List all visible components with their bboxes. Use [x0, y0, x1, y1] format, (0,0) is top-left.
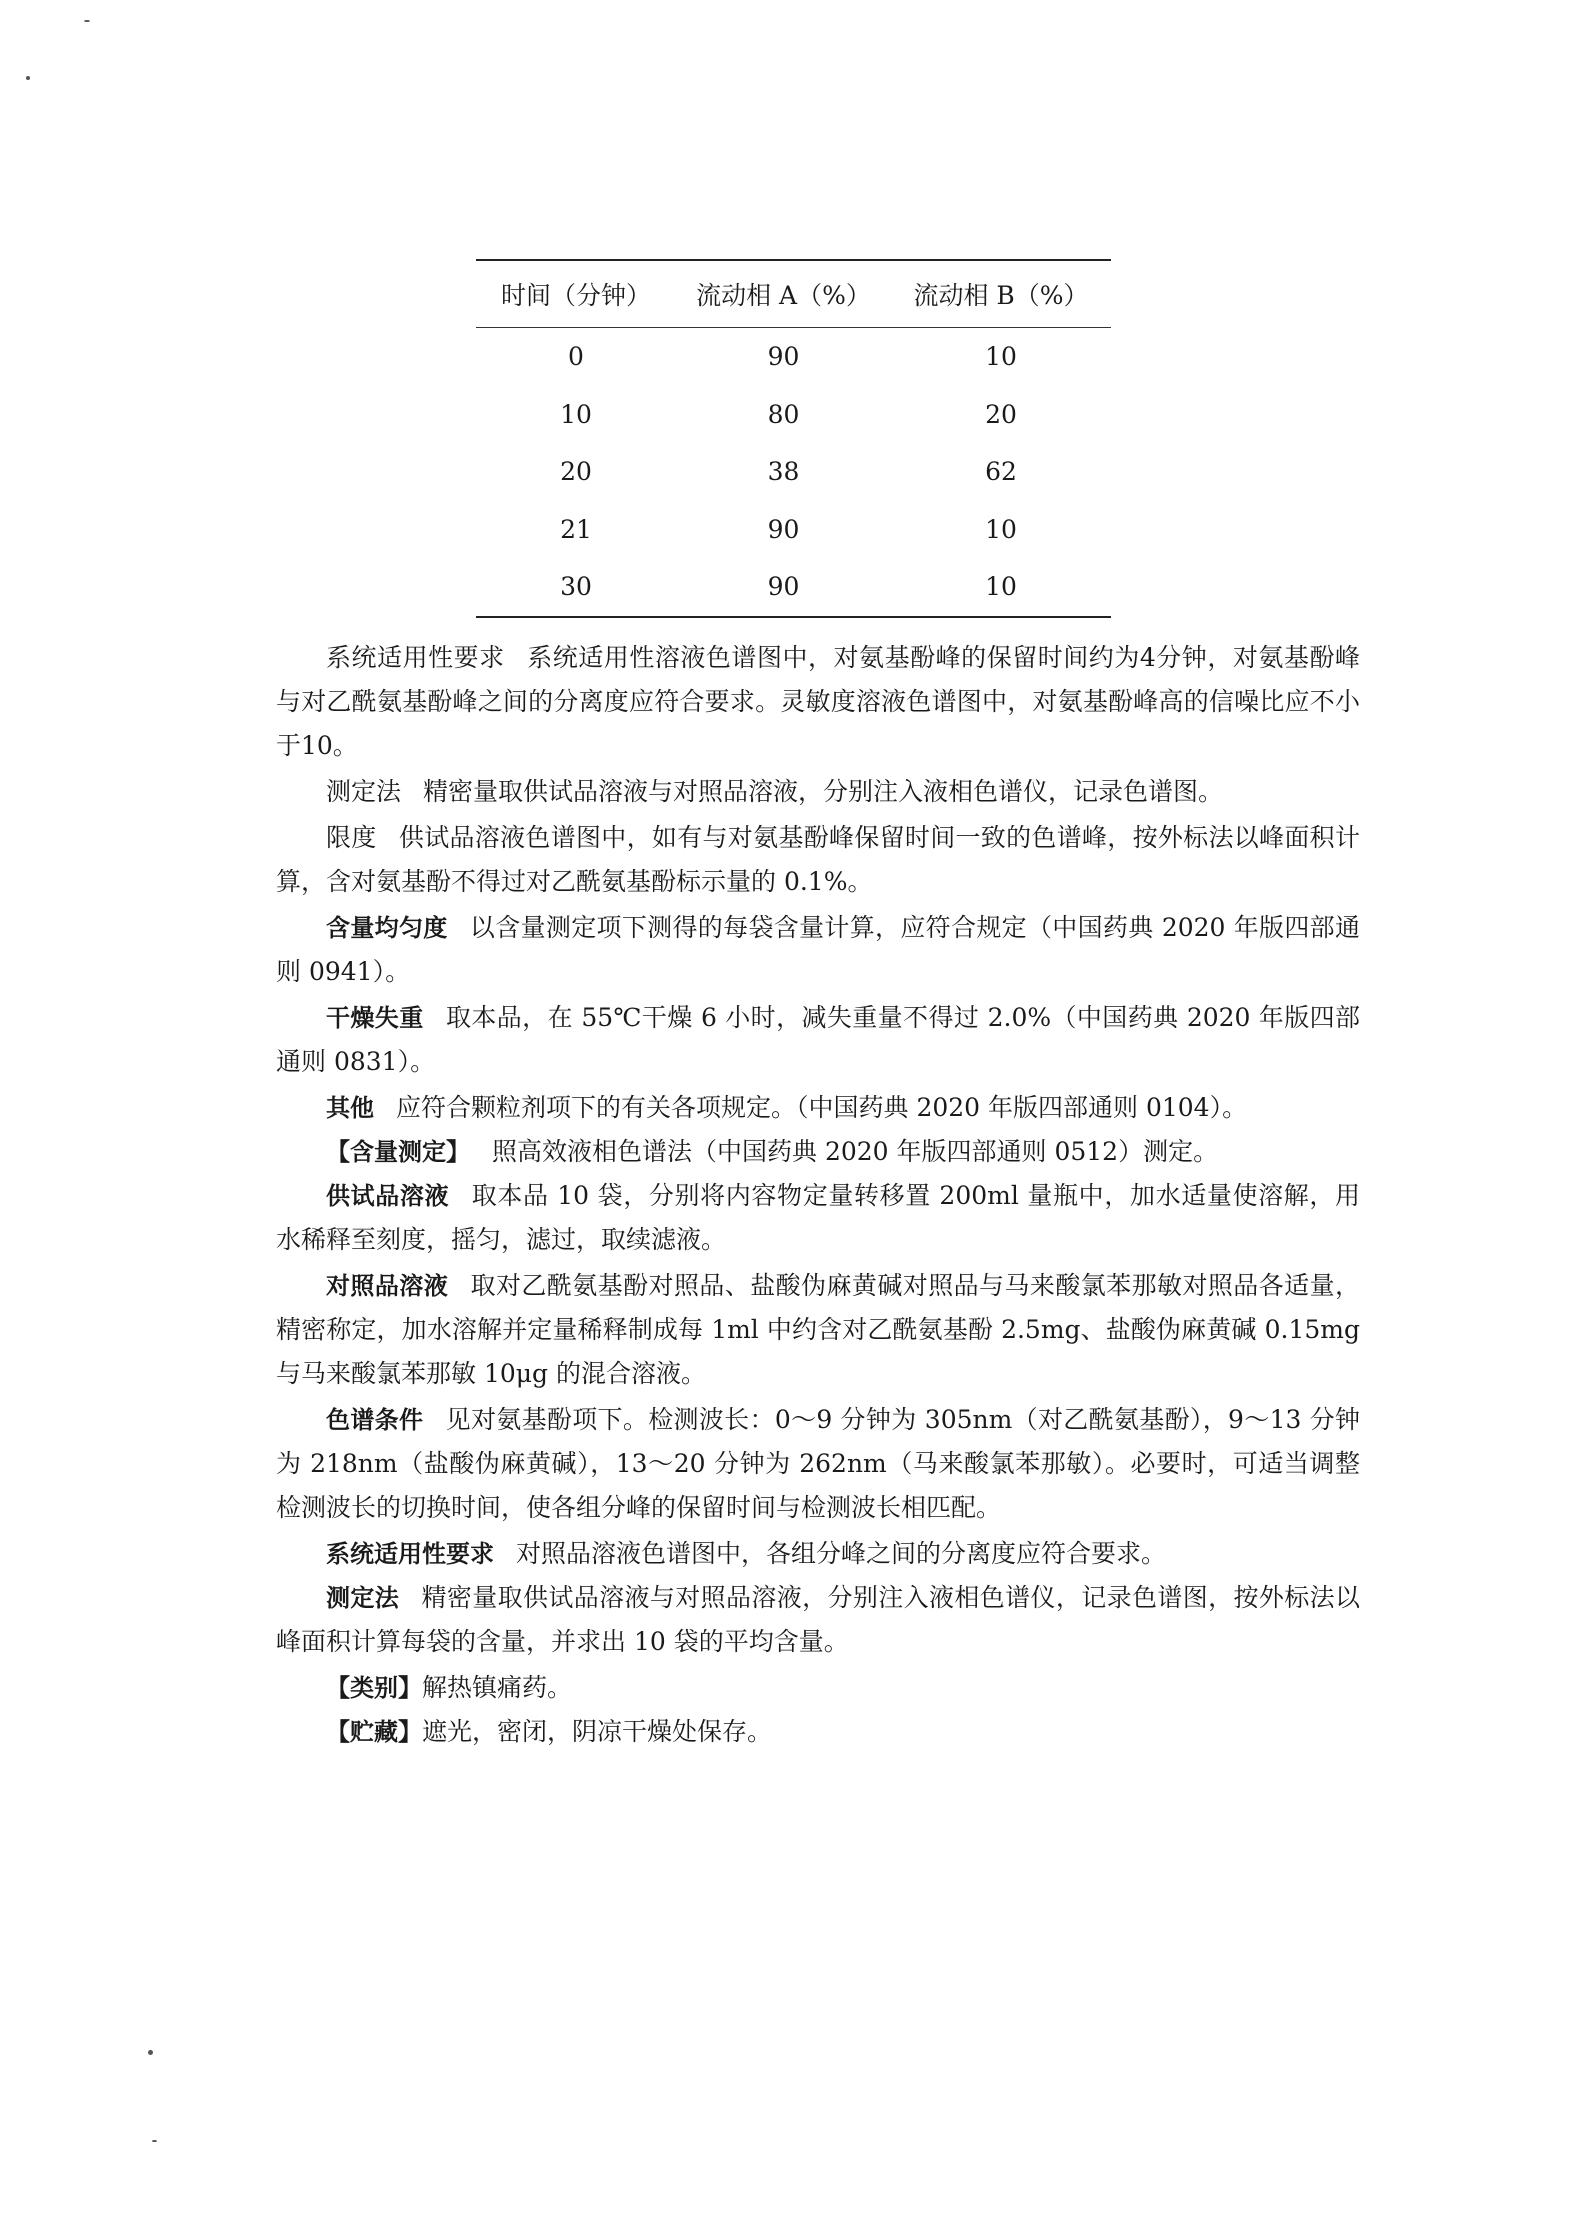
- paragraph-storage: [276, 1710, 1360, 1754]
- cell-phase-a: 90: [767, 572, 800, 602]
- paragraph-heading: 系统适用性要求: [326, 1540, 494, 1568]
- paragraph-text: 应符合颗粒剂项下的有关各项规定。（中国药典 2020 年版四部通则 0104）。: [396, 1093, 1248, 1122]
- paragraph-text: 取本品 10 袋，分别将内容物定量转移置 200ml 量瓶中，加水适量使溶解，用水稀释至刻度，摇匀，滤过，取续滤液。: [276, 1181, 1360, 1254]
- paragraph-text: 解热镇痛药。: [422, 1673, 573, 1702]
- paragraph-text: 精密量取供试品溶液与对照品溶液，分别注入液相色谱仪，记录色谱图，按外标法以峰面积计算每袋的含量，并求出 10 袋的平均含量。: [276, 1583, 1360, 1656]
- paragraph-other: [276, 1086, 1360, 1130]
- cell-time: 21: [560, 514, 592, 544]
- paragraph-heading: 【含量测定】: [326, 1138, 470, 1166]
- paragraph-chromatographic-conditions: [276, 1398, 1360, 1530]
- table-row: [476, 386, 1111, 444]
- paragraph-limit: [276, 816, 1360, 904]
- paragraph-system-suitability-assay: [276, 1532, 1360, 1576]
- paragraph-text: 遮光，密闭，阴凉干燥处保存。: [422, 1717, 773, 1746]
- header-mobile-phase-b: 流动相 B（%）: [913, 281, 1089, 310]
- monograph-body: [276, 636, 1360, 1754]
- paragraph-heading: 【贮藏】: [326, 1718, 422, 1746]
- cell-phase-b: 62: [985, 457, 1017, 487]
- paragraph-text: 供试品溶液色谱图中，如有与对氨基酚峰保留时间一致的色谱峰，按外标法以峰面积计算，含对氨基酚不得过对乙酰氨基酚标示量的 0.1%。: [276, 823, 1360, 896]
- paragraph-system-suitability: [276, 636, 1360, 768]
- scan-speck: [148, 2050, 153, 2055]
- header-mobile-phase-a: 流动相 A（%）: [696, 281, 871, 310]
- cell-time: 0: [568, 342, 584, 372]
- scan-speck: [152, 2140, 157, 2142]
- paragraph-text: 见对氨基酚项下。检测波长：0～9 分钟为 305nm（对乙酰氨基酚），9～13 分钟为 218nm（盐酸伪麻黄碱），13～20 分钟为 262nm（马来酸氯苯那敏）。必要时，可适当调整检测波长的切换时间，使各组分峰的保留时间与检测波长相匹配。: [276, 1405, 1360, 1522]
- cell-time: 10: [560, 399, 592, 429]
- paragraph-content-uniformity: [276, 906, 1360, 994]
- gradient-table: [476, 259, 1111, 618]
- paragraph-text: 系统适用性溶液色谱图中，对氨基酚峰的保留时间约为4分钟，对氨基酚峰与对乙酰氨基酚峰之间的分离度应符合要求。灵敏度溶液色谱图中，对氨基酚峰高的信噪比应不小于10。: [276, 643, 1360, 760]
- paragraph-text: 对照品溶液色谱图中，各组分峰之间的分离度应符合要求。: [516, 1539, 1167, 1568]
- paragraph-reference-solution: [276, 1264, 1360, 1396]
- paragraph-text: 以含量测定项下测得的每袋含量计算，应符合规定（中国药典 2020 年版四部通则 0941）。: [276, 913, 1360, 986]
- table-row: [476, 443, 1111, 501]
- paragraph-text: 精密量取供试品溶液与对照品溶液，分别注入液相色谱仪，记录色谱图。: [423, 777, 1224, 806]
- paragraph-heading: 对照品溶液: [326, 1272, 449, 1300]
- paragraph-heading: 测定法: [326, 1584, 400, 1612]
- table-row: [476, 558, 1111, 617]
- cell-time: 20: [560, 457, 592, 487]
- paragraph-heading: 干燥失重: [326, 1004, 424, 1032]
- cell-phase-a: 90: [767, 342, 800, 372]
- table-row: [476, 328, 1111, 386]
- paragraph-text: 照高效液相色谱法（中国药典 2020 年版四部通则 0512）测定。: [492, 1137, 1219, 1166]
- table-row: [476, 501, 1111, 559]
- paragraph-heading: 色谱条件: [326, 1406, 424, 1434]
- cell-time: 30: [560, 572, 592, 602]
- paragraph-heading: 测定法: [326, 777, 402, 806]
- cell-phase-b: 20: [985, 399, 1017, 429]
- scan-speck: [84, 20, 90, 22]
- paragraph-test-solution: [276, 1174, 1360, 1262]
- paragraph-determination-assay: [276, 1576, 1360, 1664]
- cell-phase-a: 90: [767, 514, 800, 544]
- paragraph-heading: 【类别】: [326, 1674, 422, 1702]
- cell-phase-b: 10: [985, 514, 1017, 544]
- paragraph-determination: [276, 770, 1360, 814]
- scan-speck: [26, 76, 30, 80]
- paragraph-loss-on-drying: [276, 996, 1360, 1084]
- paragraph-heading: 系统适用性要求: [326, 643, 505, 672]
- cell-phase-a: 38: [767, 457, 800, 487]
- table-header-row: [476, 260, 1111, 328]
- paragraph-assay: [276, 1130, 1360, 1174]
- paragraph-category: [276, 1666, 1360, 1710]
- paragraph-heading: 供试品溶液: [326, 1182, 450, 1210]
- cell-phase-a: 80: [767, 399, 800, 429]
- paragraph-heading: 含量均匀度: [326, 914, 448, 942]
- paragraph-heading: 其他: [326, 1094, 374, 1122]
- cell-phase-b: 10: [985, 342, 1017, 372]
- paragraph-text: 取本品，在 55℃干燥 6 小时，减失重量不得过 2.0%（中国药典 2020 年版四部通则 0831）。: [276, 1003, 1360, 1076]
- header-time: 时间（分钟）: [500, 281, 651, 310]
- paragraph-text: 取对乙酰氨基酚对照品、盐酸伪麻黄碱对照品与马来酸氯苯那敏对照品各适量，精密称定，加水溶解并定量稀释制成每 1ml 中约含对乙酰氨基酚 2.5mg、盐酸伪麻黄碱 0.15mg 与马来酸氯苯那敏 10μg 的混合溶液。: [276, 1271, 1360, 1388]
- paragraph-heading: 限度: [326, 823, 377, 852]
- cell-phase-b: 10: [985, 572, 1017, 602]
